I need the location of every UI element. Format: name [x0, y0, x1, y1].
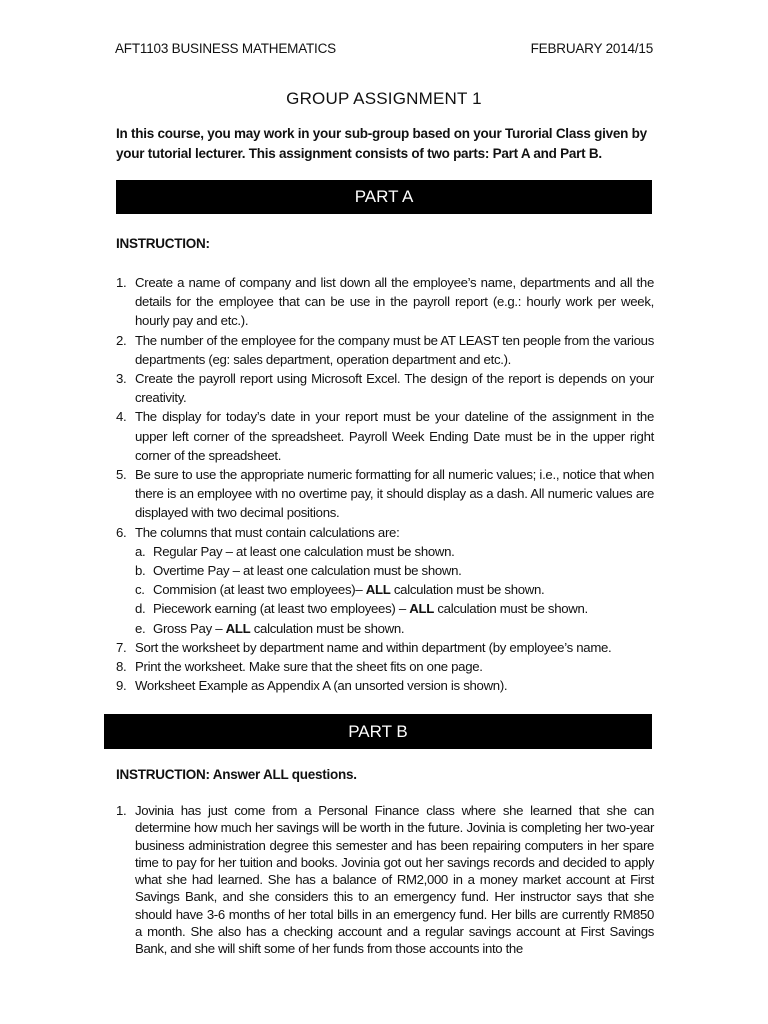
- part-b-list: [116, 802, 654, 958]
- part-a-heading: PART A: [116, 180, 652, 214]
- list-item: 7. Sort the worksheet by department name and within department (by employee’s name.: [116, 639, 612, 655]
- list-item: 6. The columns that must contain calculations are: a. Regular Pay – at least one calculation must be shown. b. Overtime Pay – at least one calculation must be shown. c. Commision (at least two employees)– ALL calculation must be shown. d. Piecework earning (at least two employees) – ALL calculation must be shown. e. Gross Pay – ALL calculation must be shown.: [116, 523, 654, 638]
- semester-date: FEBRUARY 2014/15: [530, 41, 653, 56]
- intro-paragraph: In this course, you may work in your sub-group based on your Turorial Class given by your tutorial lecturer. This assignment consists of two parts: Part A and Part B.: [116, 126, 647, 161]
- page-title: GROUP ASSIGNMENT 1: [286, 89, 482, 108]
- list-item: 8. Print the worksheet. Make sure that the sheet fits on one page.: [116, 659, 483, 675]
- page-header: [115, 41, 653, 61]
- sublist-item: e. Gross Pay – ALL calculation must be shown.: [135, 620, 405, 636]
- sublist-item: a. Regular Pay – at least one calculation must be shown.: [135, 543, 455, 559]
- list-item: 3. Create the payroll report using Microsoft Excel. The design of the report is depends on your creativity.: [116, 371, 654, 406]
- sublist-item: d. Piecework earning (at least two employees) – ALL calculation must be shown.: [135, 601, 588, 617]
- sublist-item: c. Commision (at least two employees)– ALL calculation must be shown.: [135, 582, 545, 598]
- list-item: 9. Worksheet Example as Appendix A (an unsorted version is shown).: [116, 678, 508, 694]
- part-a-instruction: INSTRUCTION:: [116, 236, 210, 251]
- part-b-instruction: INSTRUCTION: Answer ALL questions.: [116, 767, 357, 782]
- list-item: 2. The number of the employee for the company must be AT LEAST ten people from the various departments (eg: sales department, operation department and etc.).: [116, 332, 654, 367]
- calculation-sublist: [135, 542, 654, 638]
- course-code: AFT1103 BUSINESS MATHEMATICS: [115, 41, 336, 56]
- part-a-list: [116, 273, 654, 695]
- sublist-item: b. Overtime Pay – at least one calculation must be shown.: [135, 563, 462, 579]
- list-item: 5. Be sure to use the appropriate numeric formatting for all numeric values; i.e., notice that when there is an employee with no overtime pay, it should display as a dash. All numeric values are displayed with two decimal positions.: [116, 467, 654, 521]
- part-b-heading: PART B: [104, 714, 652, 749]
- list-item: 4. The display for today’s date in your report must be your dateline of the assignment in the upper left corner of the spreadsheet. Payroll Week Ending Date must be in the upper right corner of the spreadsheet.: [116, 409, 654, 463]
- question-item: 1. Jovinia has just come from a Personal Finance class where she learned that she can determine how much her savings will be worth in the future. Jovinia is completing her two-year business administration degree this semester and has been repairing computers in her spare time to pay for her tuition and books. Jovinia got out her savings records and decided to apply what she had learned. She has a balance of RM2,000 in a money market account at First Savings Bank, and she considers this to an emergency fund. Her instructor says that she should have 3-6 months of her total bills in an emergency fund. Her bills are currently RM850 a month. She also has a checking account and a regular savings account at First Savings Bank, and she will shift some of her funds from those accounts into the: [116, 803, 654, 957]
- list-item: 1. Create a name of company and list down all the employee’s name, departments and all the details for the employee that can be use in the payroll report (e.g.: hourly work per week, hourly pay and etc.).: [116, 275, 654, 329]
